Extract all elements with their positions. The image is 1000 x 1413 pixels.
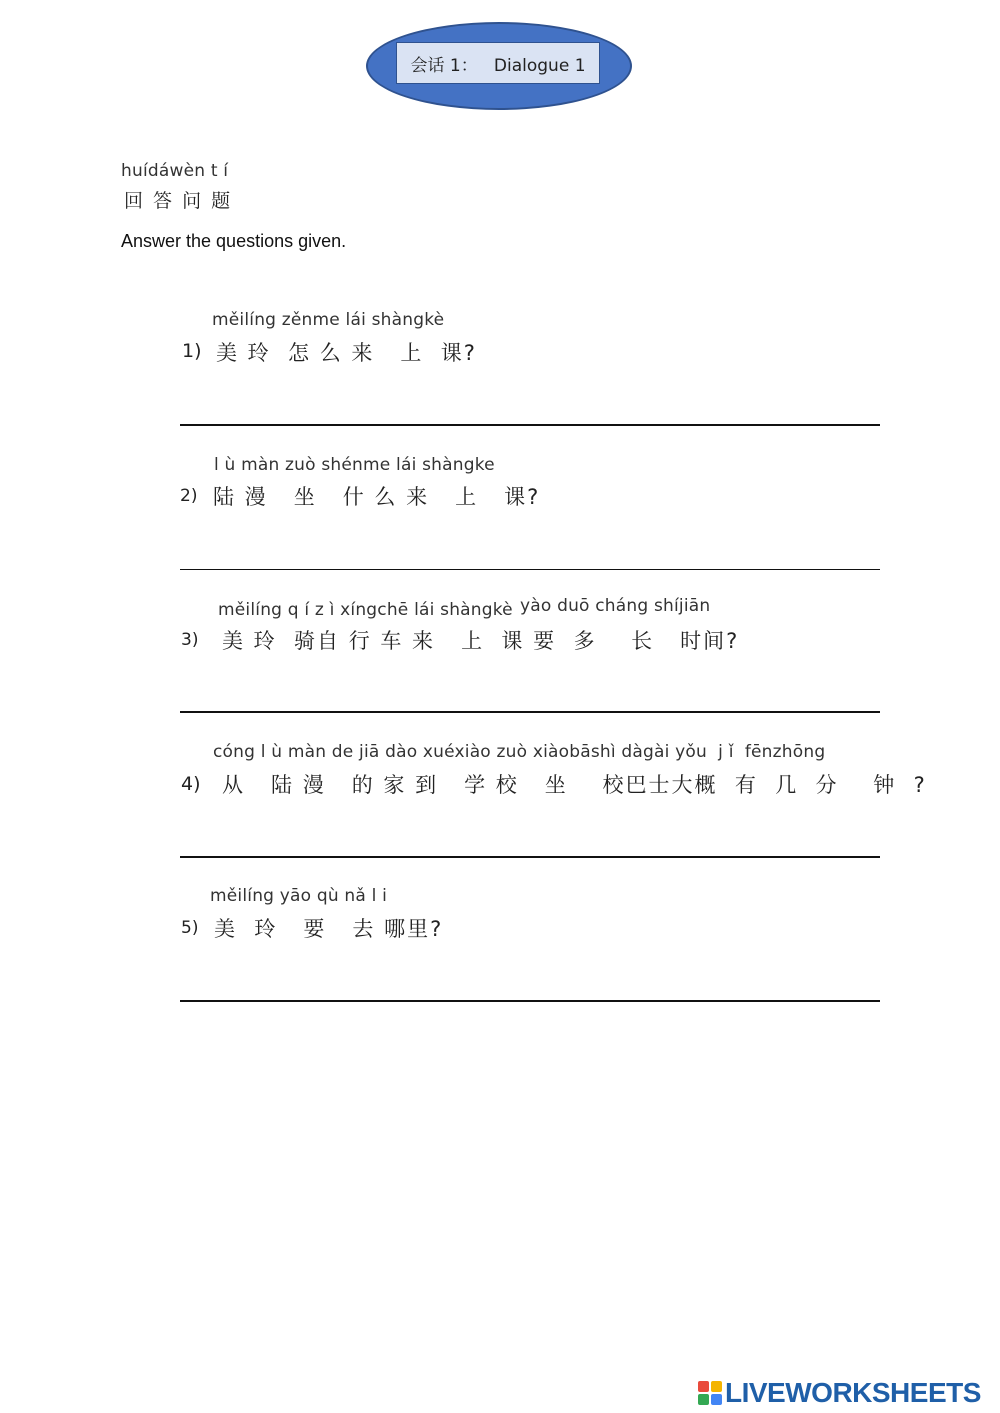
question-3-pinyin: měilíng q í z ì xíngchē lái shàngkè xyxy=(218,600,513,620)
question-2-number: 2) xyxy=(180,486,198,506)
question-1-number: 1) xyxy=(182,340,202,362)
logo-text: LIVEWORKSHEETS xyxy=(725,1377,981,1408)
question-2-pinyin: l ù màn zuò shénme lái shàngke xyxy=(214,455,495,475)
question-1-answer-line[interactable] xyxy=(180,424,880,426)
question-4-number: 4) xyxy=(181,773,201,795)
question-4-pinyin: cóng l ù màn de jiā dào xuéxiào zuò xiàobāshì dàgài yǒu j ǐ fēnzhōng xyxy=(213,742,826,762)
question-2-text: 陆 漫 坐 什 么 来 上 课? xyxy=(213,485,541,509)
question-3-pinyin-extra: yào duō cháng shíjiān xyxy=(520,596,711,616)
question-1-pinyin: měilíng zěnme lái shàngkè xyxy=(212,310,445,330)
question-1-text: 美 玲 怎 么 来 上 课? xyxy=(216,341,477,365)
question-4-text: 从 陆 漫 的 家 到 学 校 坐 校巴士大概 有 几 分 钟 ? xyxy=(222,773,927,797)
question-5-answer-line[interactable] xyxy=(180,1000,880,1002)
question-3-text: 美 玲 骑自 行 车 来 上 课 要 多 长 时间? xyxy=(222,629,740,653)
question-5-pinyin: měilíng yāo qù nǎ l i xyxy=(210,886,388,906)
question-3-number: 3) xyxy=(181,630,199,650)
heading-hanzi: 回 答 问 题 xyxy=(124,190,233,212)
logo-mark-icon xyxy=(698,1381,722,1405)
question-5-number: 5) xyxy=(181,918,199,938)
question-5-text: 美 玲 要 去 哪里? xyxy=(214,917,444,941)
question-2-answer-line[interactable] xyxy=(180,569,880,570)
liveworksheets-logo[interactable] xyxy=(698,1378,981,1408)
heading-pinyin: huídáwèn t í xyxy=(121,161,229,181)
instruction-text: Answer the questions given. xyxy=(121,231,347,251)
dialogue-title: 会话 1： Dialogue 1 xyxy=(396,42,600,84)
question-3-answer-line[interactable] xyxy=(180,711,880,713)
question-4-answer-line[interactable] xyxy=(180,856,880,858)
